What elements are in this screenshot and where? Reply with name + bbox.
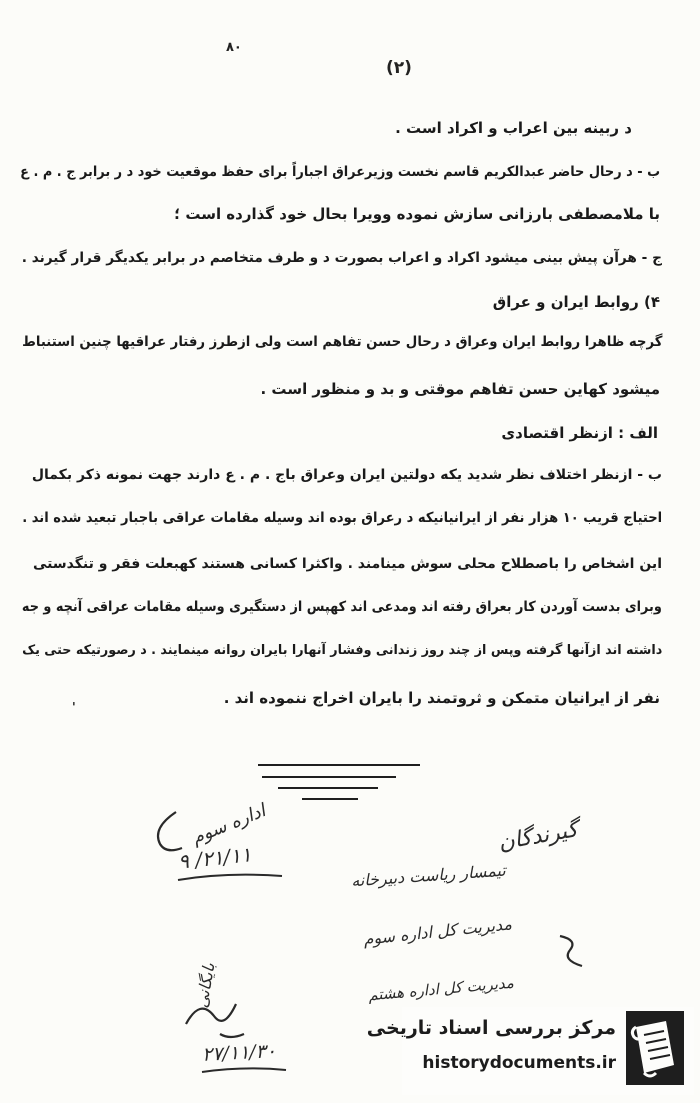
scroll-document-icon [626,1011,684,1085]
text-line: این اشخاص را باصطلاح محلی سوش مینامند . واکثرا کسانی هستند کهبعلت فقر و تنگدستی [33,556,662,572]
handwritten-archive-note: بایگانی [192,961,219,1010]
watermark-url[interactable]: historydocuments.ir [422,1053,616,1073]
section-heading: ۴) روابط ایران و عراق [492,293,660,311]
handwritten-recipient: تیمسار ریاست دبیرخانه [350,860,507,891]
closing-rule [302,798,358,800]
handwritten-bottom-date: ۲۷/۱۱/۳۰ [201,1040,277,1066]
watermark [366,1007,694,1095]
text-line: ب - ازنظر اختلاف نظر شدید یکه دولتین ایران وعراق باج . م . ع دارند جهت نمونه ذکر بکمال [31,467,662,483]
closing-rule [262,776,396,778]
watermark-title: مرکز بررسی اسناد تاریخی [366,1017,616,1039]
text-line: با ملامصطفی بارزانی سازش نموده وویرا بحال خود گذارده است ؛ [174,205,660,223]
handwritten-signature [180,994,250,1044]
recipient-brace-mark [556,930,586,970]
closing-rule [278,787,378,789]
handwritten-recipients-heading: گیرندگان [496,817,580,856]
text-line: داشته اند ازآنها گرفته وپس از چند روز زندانی وفشار آنهارا بایران روانه مینمایند . د رصورتیکه حتی یک [21,643,662,658]
text-line: نفر از ایرانیان متمکن و ثروتمند را بایران اخراج ننموده اند . [223,689,660,707]
handwritten-recipient: مدیریت کل اداره سوم [362,914,513,949]
stray-dot: ' [72,700,76,714]
page-number: (۲) [386,58,412,78]
text-line: ج - هرآن پیش بینی میشود اکراد و اعراب بصورت د و طرف متخاصم در برابر یکدیگر قرار گیرند . [21,250,662,266]
text-line: احتیاج قریب ۱۰ هزار نفر از ایرانیانیکه د رعراق بوده اند وسیله مقامات عراقی باجبار تبعید شده اند . [22,510,662,526]
handwritten-recipient: مدیریت کل اداره هشتم [367,973,515,1005]
handwritten-note: اداره سوم [188,800,269,849]
text-line: ب - د رحال حاضر عبدالکریم قاسم نخست وزیرعراق اجباراً برای حفظ موقعیت خود د ر برابر ج . م . ع [20,164,660,180]
text-line: وبرای بدست آوردن کار بعراق رفته اند ومدعی اند کهپس از دستگیری وسیله مقامات عراقی آنچه و جه [22,599,662,615]
handwritten-date: ۲۱/۱۱/ ۹ [176,842,253,874]
closing-rule [258,764,420,766]
text-line: گرچه ظاهرا روابط ایران وعراق د رحال حسن تفاهم است ولی ازطرز رفتار عراقیها چنین استنباط [21,334,662,350]
text-line: د ربینه بین اعراب و اکراد است . [395,119,632,137]
date-underline [176,870,286,886]
subsection-heading: الف : ازنظر اقتصادی [501,424,658,442]
text-line: میشود کهاین حسن تفاهم موقتی و بد و منظور است . [260,380,660,398]
corner-mark: ۸۰ [226,40,242,55]
bottom-date-underline [200,1064,290,1076]
